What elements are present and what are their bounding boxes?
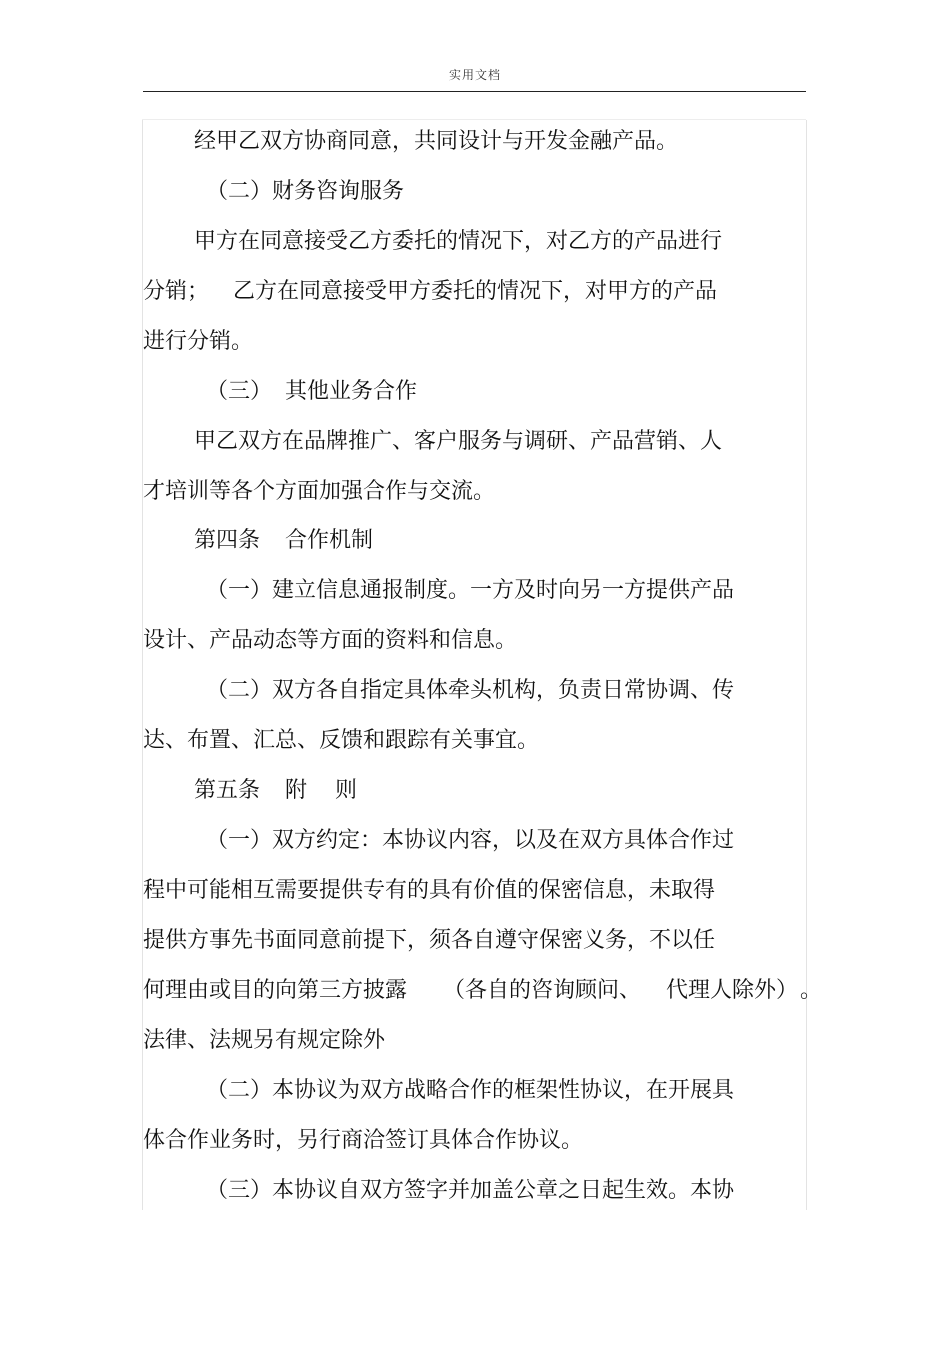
paragraph-line: （一）建立信息通报制度。一方及时向另一方提供产品	[206, 578, 735, 603]
paragraph-line: 代理人除外）	[666, 978, 799, 1003]
paragraph-line: 提供方事先书面同意前提下，须各自遵守保密义务，不以任	[143, 928, 716, 953]
section-heading: （二）财务咨询服务	[206, 179, 405, 204]
article-title-part: 附	[285, 778, 308, 803]
article-number: 第四条	[194, 528, 261, 553]
paragraph-line: 达、布置、汇总、反馈和跟踪有关事宜。	[143, 728, 540, 753]
paragraph-line: 何理由或目的向第三方披露	[143, 978, 408, 1003]
paragraph-line: 进行分销。	[143, 329, 254, 354]
paragraph-line: （各自的咨询顾问、	[443, 978, 642, 1003]
article-title-part: 则	[335, 778, 358, 803]
paragraph-line: 。	[800, 978, 823, 1003]
paragraph-line: （二）本协议为双方战略合作的框架性协议，在开展具	[206, 1078, 735, 1103]
paragraph-line: 甲方在同意接受乙方委托的情况下，对乙方的产品进行	[194, 229, 723, 254]
paragraph-line: 才培训等各个方面加强合作与交流。	[143, 479, 496, 504]
page-header: 实用文档	[448, 68, 501, 82]
paragraph-line: 分销；	[143, 279, 210, 304]
article-title: 合作机制	[285, 528, 374, 553]
paragraph-line: 甲乙双方在品牌推广、客户服务与调研、产品营销、人	[194, 429, 723, 454]
page-frame-right	[806, 120, 807, 1210]
section-number: （三）	[206, 379, 273, 404]
paragraph-line: 程中可能相互需要提供专有的具有价值的保密信息，未取得	[143, 878, 716, 903]
article-number: 第五条	[194, 778, 261, 803]
paragraph-line: 经甲乙双方协商同意，共同设计与开发金融产品。	[194, 129, 679, 154]
paragraph-line: 体合作业务时，另行商洽签订具体合作协议。	[143, 1128, 584, 1153]
paragraph-line: 乙方在同意接受甲方委托的情况下，对甲方的产品	[233, 279, 718, 304]
header-divider	[143, 91, 806, 92]
paragraph-line: （一）双方约定：本协议内容，以及在双方具体合作过	[206, 828, 735, 853]
paragraph-line: 法律、法规另有规定除外	[143, 1028, 386, 1053]
page-frame-top	[142, 119, 806, 120]
paragraph-line: （二）双方各自指定具体牵头机构，负责日常协调、传	[206, 678, 735, 703]
paragraph-line: 设计、产品动态等方面的资料和信息。	[143, 628, 518, 653]
section-heading: 其他业务合作	[285, 379, 418, 404]
paragraph-line: （三）本协议自双方签字并加盖公章之日起生效。本协	[206, 1178, 735, 1203]
